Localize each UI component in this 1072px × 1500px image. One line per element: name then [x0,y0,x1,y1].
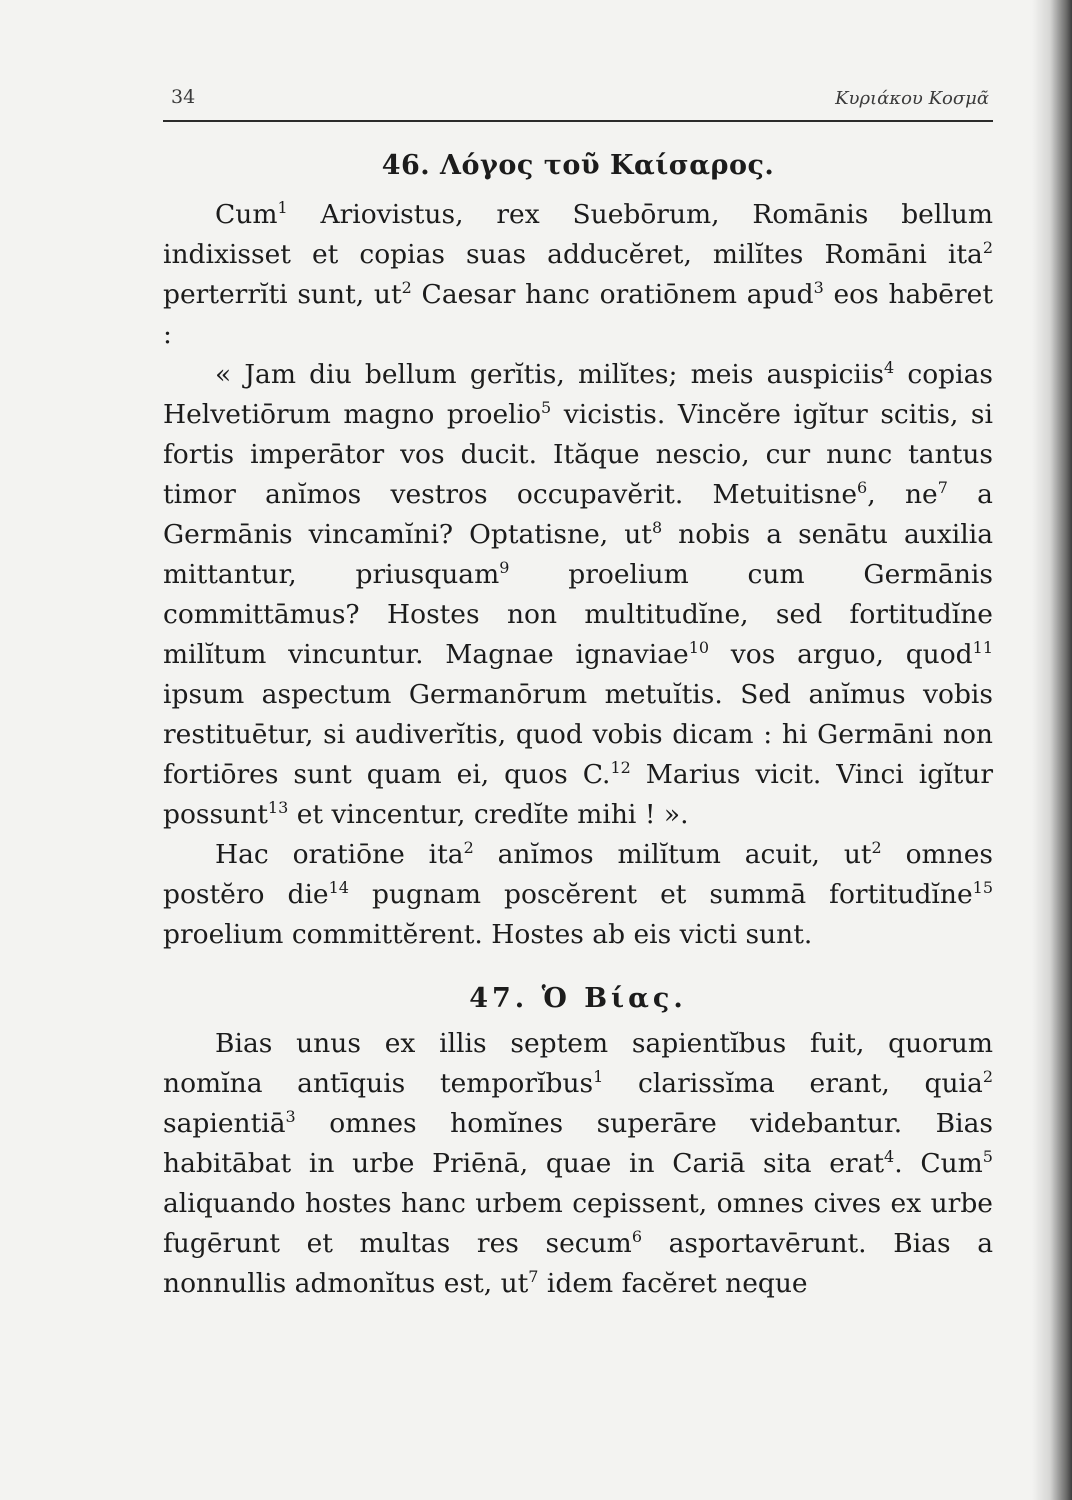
section-46-paragraph: Cum$^1$ Ariovistus, rex Suebōrum, Romānis bellum indixisset et copias suas adducĕret, milĭtes Romāni ita$^2$ perterrĭti sunt, $ut^2$ Caesar hanc oratiōnem apud$^3$ eos habēret : [163,198,993,351]
footnote-ref: 6 [857,478,868,498]
footnote-ref: 9 [499,558,510,578]
header-rule [163,120,993,122]
footnote-ref: 7 [937,478,948,498]
footnote-ref: 13 [267,798,289,818]
book-spine-shadow [1032,0,1072,1500]
footnote-ref: 6 [631,1227,642,1247]
footnote-ref: 2 [982,1067,993,1087]
page-number: 34 [171,86,196,108]
book-page [163,78,993,1304]
section-46-body [163,195,993,955]
running-header [163,78,993,114]
footnote-ref: 2 [401,278,412,298]
footnote-ref: 14 [328,878,349,898]
footnote-ref: 1 [277,198,288,218]
footnote-ref: 12 [610,758,631,778]
footnote-ref: 3 [813,278,824,298]
section-47-paragraph: Bias unus ex illis septem sapientĭbus fuit, quorum nomĭna antīquis temporĭbus$^1$ clarissĭma erant, quia$^2$ sapientiā$^3$ omnes homĭnes superāre videbantur. Bias habitābat in urbe Priēnā, quae in Cariā sita erat$^4$. Cum$^5$ aliquando hostes hanc urbem cepissent, omnes cives ex urbe fugērunt et multas res secum$^6$ asportavērunt. Bias a nonnullis admonĭtus est, $ut^7$ idem facĕret neque [163,1028,993,1300]
footnote-ref: 2 [982,238,993,258]
section-46-paragraph: « Jam diu bellum gerĭtis, milĭtes; meis auspiciis$^4$ copias Helvetiōrum magno proelio$^5$ vicistis. Vincĕre igĭtur scitis, si fortis imperātor vos ducit. Ităque nescio, cur nunc tantus timor anĭmos vestros occupavĕrit. Metuitisne$^6$, $ne^7$ a Germānis vincamĭni? Optatisne, $ut^8$ nobis a senātu auxilia mittantur, priusquam$^9$ proelium cum Germānis committāmus? Hostes non multitudĭne, sed fortitudĭne milĭtum vincuntur. Magnae ignaviae$^{10}$ vos arguo, quod$^{11}$ ipsum aspectum Germanōrum metuĭtis. Sed anĭmus vobis restituētur, si audiverĭtis, quod vobis dicam : hi Germāni non fortiōres sunt quam ei, quos C.$^{12}$ Marius vicit. Vinci igĭtur possunt$^{13}$ et vincentur, credĭte mihi ! ». [163,358,994,831]
footnote-ref: 4 [883,358,895,378]
footnote-ref: 15 [972,878,993,898]
section-47-title: 47. Ὁ Βίας. [469,983,687,1015]
footnote-ref: 2 [463,838,474,858]
footnote-ref: 5 [982,1147,993,1167]
section-47-body [163,1024,993,1304]
footnote-ref: 1 [593,1067,604,1087]
footnote-ref: 2 [871,838,882,858]
footnote-ref: 3 [285,1107,296,1127]
footnote-ref: 10 [688,638,710,658]
footnote-ref: 7 [528,1267,539,1287]
footnote-ref: 5 [541,398,552,418]
section-46-title: 46. Λόγος τοῦ Καίσαρος. [381,150,775,181]
footnote-ref: 11 [972,638,994,658]
running-title: Κυριάκου Κοσμᾶ [835,88,989,109]
footnote-ref: 4 [884,1147,895,1167]
section-46-paragraph: Hac oratiōne ita$^2$ anĭmos milĭtum acuit, $ut^2$ omnes postĕro die$^{14}$ pugnam poscĕrent et summā fortitudĭne$^{15}$ proelium committĕrent. Hostes ab eis victi sunt. [163,838,994,951]
footnote-ref: 8 [651,518,663,538]
